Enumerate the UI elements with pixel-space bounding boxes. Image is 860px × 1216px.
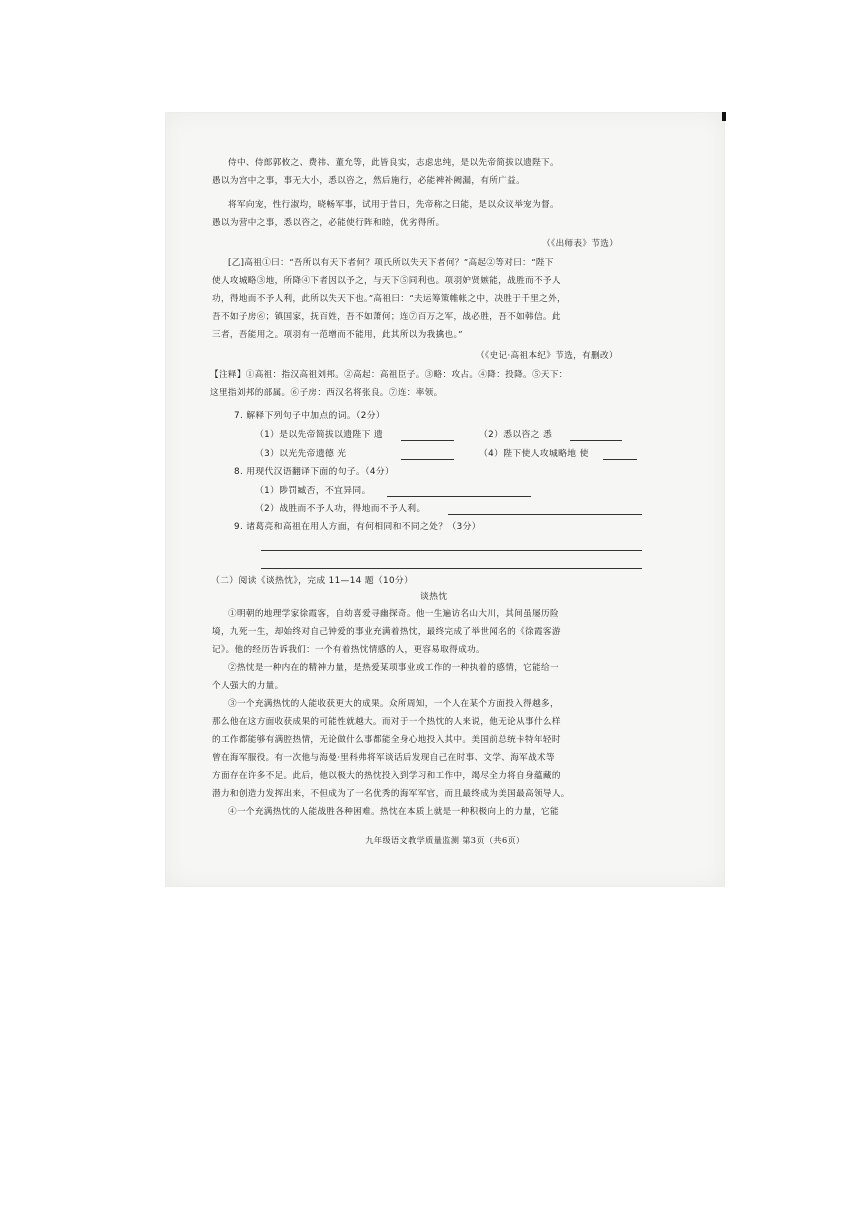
q7-item-1: （1）是以先帝简拔以遗陛下 遗 (255, 430, 384, 440)
article-line: ①明朝的地理学家徐霞客，自幼喜爱寻幽探奇。他一生遍访名山大川，其间虽屡历险 (228, 609, 559, 619)
section-heading: （二）阅读《谈热忱》，完成 11—14 题（10分） (211, 576, 414, 586)
passage-b-line: [乙]高祖①曰：“吾所以有天下者何？项氏所以失天下者何？”高起②等对曰：“陛下 (228, 258, 554, 268)
answer-blank[interactable] (603, 459, 637, 460)
q7-item-2: （2）悉以咨之 悉 (479, 430, 553, 440)
answer-line[interactable] (261, 568, 642, 569)
corner-mark (722, 112, 726, 121)
article-line: ③一个充满热忱的人能收获更大的成果。众所周知，一个人在某个方面投入得越多， (228, 699, 559, 709)
article-line: 方面存在许多不足。此后，他以极大的热忱投入到学习和工作中，竭尽全力将自身蕴藏的 (212, 771, 561, 781)
answer-blank[interactable] (401, 459, 454, 460)
article-line: 境，九死一生，却始终对自己钟爱的事业充满着热忱，最终完成了举世闻名的《徐霞客游 (212, 627, 561, 637)
answer-blank[interactable] (401, 440, 454, 441)
annotation-line: 【注释】①高祖：指汉高祖刘邦。②高起：高祖臣子。③略：攻占。④降：投降。⑤天下： (210, 370, 568, 380)
passage-a-line: 愚以为宫中之事，事无大小，悉以咨之，然后施行，必能裨补阙漏，有所广益。 (212, 176, 526, 186)
article-line: 潜力和创造力发挥出来，不但成为了一名优秀的海军军官，而且最终成为美国最高领导人。 (212, 789, 570, 799)
passage-a-line: 将军向宠，性行淑均，晓畅军事，试用于昔日，先帝称之曰能，是以众议举宠为督。 (228, 200, 559, 210)
q8-item-1: （1）陟罚臧否，不宜异同。 (255, 486, 371, 496)
passage-a-line: 愚以为营中之事，悉以咨之，必能使行阵和睦，优劣得所。 (212, 218, 445, 228)
passage-a-line: 侍中、侍郎郭攸之、费祎、董允等，此皆良实，志虑忠纯，是以先帝简拔以遗陛下。 (228, 158, 559, 168)
passage-b-line: 功，得地而不予人利，此所以失天下也。”高祖曰：“夫运筹策帷帐之中，决胜于千里之外， (212, 294, 566, 304)
answer-blank[interactable] (448, 514, 642, 515)
article-line: 的工作都能够有满腔热情，无论做什么事都能全身心地投入其中。美国前总统卡特年轻时 (212, 735, 561, 745)
answer-blank[interactable] (387, 496, 531, 497)
answer-blank[interactable] (570, 440, 622, 441)
article-line: 个人强大的力量。 (212, 681, 284, 691)
article-line: 曾在海军服役。有一次他与海曼·里科弗将军谈话后发现自己在时事、文学、海军战术等 (212, 753, 555, 763)
passage-b-line: 三者，吾能用之。项羽有一范增而不能用，此其所以为我擒也。” (212, 330, 463, 340)
article-line: 那么他在这方面收获成果的可能性就越大。而对于一个热忱的人来说，他无论从事什么样 (212, 717, 561, 727)
annotation-line: 这里指刘邦的部属。⑥子房：西汉名将张良。⑦连：率领。 (210, 388, 443, 398)
scanned-exam-page (165, 112, 725, 887)
page-footer: 九年级语文教学质量监测 第3页（共6页） (365, 835, 525, 845)
source-citation: （《史记·高祖本纪》节选，有删改） (476, 351, 618, 361)
q8-item-2: （2）战胜而不予人功，得地而不予人利。 (255, 504, 426, 514)
passage-b-line: 使人攻城略③地，所降④下者因以予之，与天下⑤同利也。项羽妒贤嫉能，战胜而不予人 (212, 276, 561, 286)
source-citation: （《出师表》节选） (542, 239, 619, 249)
question-8: 8. 用现代汉语翻译下面的句子。（4分） (234, 467, 395, 477)
q7-item-3: （3）以光先帝遗德 光 (255, 449, 347, 459)
article-line: 记》。他的经历告诉我们：一个有着热忱情感的人，更容易取得成功。 (212, 645, 485, 655)
question-7: 7. 解释下列句子中加点的词。（2分） (234, 411, 385, 421)
article-line: ②热忱是一种内在的精神力量，是热爱某项事业或工作的一种执着的感情，它能给一 (228, 663, 559, 673)
passage-b-line: 吾不如子房⑥；镇国家，抚百姓，吾不如萧何；连⑦百万之军，战必胜，吾不如韩信。此 (212, 312, 561, 322)
article-title: 谈热忱 (420, 592, 448, 602)
q7-item-4: （4）陛下使人攻城略地 使 (479, 449, 589, 459)
question-9: 9. 诸葛亮和高祖在用人方面，有何相同和不同之处？（3分） (234, 522, 481, 532)
answer-line[interactable] (261, 550, 642, 551)
article-line: ④一个充满热忱的人能战胜各种困难。热忱在本质上就是一种积极向上的力量，它能 (228, 807, 559, 817)
